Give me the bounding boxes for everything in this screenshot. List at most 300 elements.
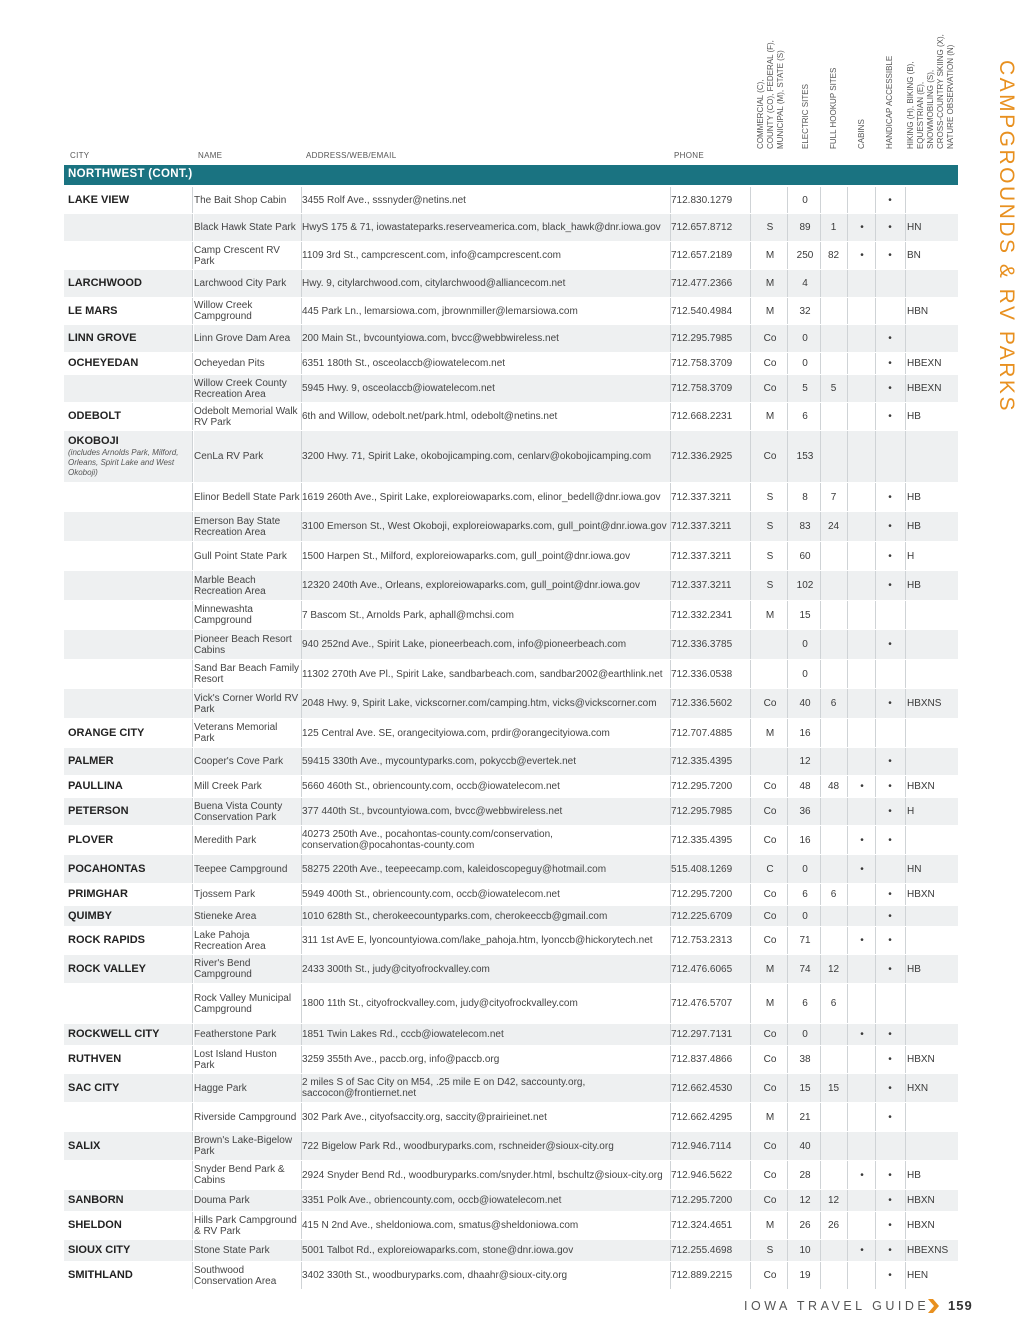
column-divider [875,353,876,374]
column-divider [875,1103,876,1131]
column-divider [847,601,848,629]
row-activities [907,1132,958,1160]
table-row [64,512,958,541]
column-divider [301,1161,302,1189]
column-divider [847,571,848,600]
header-phone: PHONE [674,151,704,160]
column-divider [905,512,906,541]
column-divider [787,1262,788,1289]
column-divider [192,826,193,854]
column-divider [875,187,876,213]
column-divider [905,826,906,854]
row-full-hookup-sites: 26 [827,1220,840,1231]
column-divider [192,855,193,883]
column-divider [670,512,671,541]
row-ownership [754,748,786,775]
column-divider [847,483,848,511]
row-handicap [876,719,904,747]
header-electric [801,84,813,158]
row-address: 200 Main St., bvcountyiowa.com, bvcc@webbwireless.net [302,333,559,344]
column-divider [787,748,788,775]
row-full-hookup-sites: 6 [830,698,837,709]
column-divider [847,214,848,241]
column-divider [750,1132,751,1160]
row-electric-sites: 0 [802,333,808,344]
header-city: CITY [70,151,90,160]
row-full-hookup-sites [820,927,847,954]
column-divider [192,512,193,541]
row-activities: HN [907,222,922,233]
row-ownership: Co [763,698,777,709]
row-city [68,242,192,269]
row-address: 5949 400th St., obriencounty.com, occb@iowatelecom.net [302,889,560,900]
table-row [64,955,958,983]
column-divider [905,375,906,402]
column-divider [875,719,876,747]
row-cabins [848,1046,876,1073]
row-address: 445 Park Ln., lemarsiowa.com, jbrownmiller@lemarsiowa.com [302,305,578,317]
row-handicap: • [888,1029,892,1040]
column-divider [192,884,193,905]
row-ownership: C [766,863,774,875]
row-address: 40273 250th Ave., pocahontas-county.com/conservation, conservation@pocahontas-county.com [302,829,553,851]
row-city [68,798,192,825]
row-ownership: Co [763,781,777,792]
column-divider [905,719,906,747]
column-divider [192,214,193,241]
row-electric-sites: 10 [799,1245,811,1256]
row-ownership: Co [763,1140,777,1152]
column-divider [670,660,671,688]
row-city-name: QUIMBY [68,909,112,922]
column-divider [192,353,193,374]
column-divider [192,1262,193,1289]
row-ownership: Co [763,1169,777,1181]
column-divider [905,984,906,1023]
row-activities: HBEXNS [907,1245,949,1256]
row-activities: H [907,806,915,817]
row-phone: 712.707.4885 [671,727,733,739]
table-row [64,630,958,659]
row-full-hookup-sites [820,1103,847,1131]
column-divider [192,984,193,1023]
column-divider [192,325,193,352]
column-divider [820,298,821,324]
column-divider [301,855,302,883]
column-divider [192,571,193,600]
column-divider [847,855,848,883]
column-divider [192,1240,193,1261]
column-divider [820,855,821,883]
row-city-name: SHELDON [68,1219,122,1231]
column-divider [192,483,193,511]
row-city [68,431,192,482]
column-divider [875,1262,876,1289]
row-address: 7 Bascom St., Arnolds Park, aphall@mchsi.com [302,609,514,621]
row-city [68,1161,192,1189]
column-divider [670,630,671,659]
row-name: Featherstone Park [193,1024,300,1045]
column-divider [750,512,751,541]
row-cabins [848,601,876,629]
column-divider [750,571,751,600]
row-ownership: Co [763,1054,777,1065]
row-handicap: • [888,580,892,591]
column-divider [847,1212,848,1239]
row-cabins [848,512,876,541]
row-city-name: PETERSON [68,805,129,817]
row-electric-sites: 4 [802,278,808,289]
header-electric-text: ELECTRIC SITES [801,84,810,149]
row-address: 722 Bigelow Park Rd., woodburyparks.com, rschneider@sioux-city.org [302,1140,614,1152]
row-electric-sites: 5 [802,383,808,394]
row-electric-sites: 12 [799,1195,811,1206]
row-city [68,1074,192,1102]
column-divider [670,403,671,430]
row-name: Meredith Park [193,826,300,854]
table-row [64,1212,958,1239]
row-phone: 712.830.1279 [671,194,733,206]
column-divider [301,353,302,374]
row-full-hookup-sites [820,353,847,374]
column-divider [905,884,906,905]
row-electric-sites: 38 [799,1054,811,1065]
row-full-hookup-sites [820,748,847,775]
row-address: Hwy. 9, citylarchwood.com, citylarchwood@alliancecom.net [302,278,566,289]
column-divider [301,1212,302,1239]
row-electric-sites: 36 [799,806,811,817]
row-city [68,187,192,213]
column-divider [670,601,671,629]
row-city-name: ROCKWELL CITY [68,1028,160,1040]
row-city [68,748,192,775]
row-name: River's Bend Campground [193,955,300,983]
row-name: The Bait Shop Cabin [193,187,300,213]
row-phone: 712.336.3785 [671,639,733,650]
row-city-name: ORANGE CITY [68,726,145,739]
column-divider [192,660,193,688]
row-ownership: Co [763,1195,777,1206]
row-address: 12320 240th Ave., Orleans, exploreiowaparks.com, gull_point@dnr.iowa.gov [302,580,640,591]
column-divider [875,955,876,983]
column-divider [847,906,848,926]
row-ownership: M [765,278,775,289]
column-divider [301,431,302,482]
row-cabins [848,353,876,374]
row-address: 940 252nd Ave., Spirit Lake, pioneerbeach.com, info@pioneerbeach.com [302,639,627,650]
row-address: 5945 Hwy. 9, osceolaccb@iowatelecom.net [302,383,495,394]
row-city [68,1024,192,1045]
column-divider [670,689,671,718]
row-city [68,1262,192,1289]
column-divider [905,325,906,352]
row-activities [907,1103,958,1131]
row-ownership [754,630,786,659]
row-activities: HB [907,491,921,503]
row-handicap: • [888,698,892,709]
row-activities [907,748,958,775]
row-electric-sites: 0 [802,1029,808,1040]
column-divider [905,353,906,374]
row-activities: HBXN [907,1195,935,1206]
row-activities [907,601,958,629]
row-cabins: • [860,834,864,846]
row-address: 5001 Talbot Rd., exploreiowaparks.com, stone@dnr.iowa.gov [302,1245,574,1256]
column-divider [847,748,848,775]
column-divider [750,1074,751,1102]
row-city [68,884,192,905]
header-activities-line-2: EQUESTRIAN (E), [916,81,925,149]
column-divider [905,1212,906,1239]
column-divider [787,776,788,797]
row-phone: 712.758.3709 [671,358,733,369]
region-title: NORTHWEST (CONT.) [68,168,193,180]
column-divider [301,512,302,541]
footer-guide-label: IOWA TRAVEL GUIDE [744,1299,930,1313]
row-name: Stone State Park [193,1240,300,1261]
row-address: 5660 460th St., obriencounty.com, occb@iowatelecom.net [302,781,560,792]
row-full-hookup-sites [820,1132,847,1160]
column-divider [820,1046,821,1073]
column-divider [820,483,821,511]
column-divider [847,1262,848,1289]
row-city [68,270,192,297]
column-divider [905,571,906,600]
column-divider [301,403,302,430]
row-name: Riverside Campground [193,1103,300,1131]
column-divider [750,1240,751,1261]
row-cabins [848,689,876,718]
row-handicap: • [888,781,892,792]
column-divider [847,1161,848,1189]
row-address: 11302 270th Ave Pl., Spirit Lake, sandbarbeach.com, sandbar2002@earthlink.net [302,668,663,680]
column-divider [192,955,193,983]
table-row [64,798,958,825]
row-activities [907,719,958,747]
column-divider [905,483,906,511]
row-city-name: OKOBOJI [68,435,119,447]
column-divider [192,748,193,775]
column-divider [847,403,848,430]
column-divider [787,955,788,983]
row-phone: 712.297.7131 [671,1029,733,1040]
table-row [64,1074,958,1102]
row-name: Black Hawk State Park [193,214,300,241]
row-address: 2 miles S of Sac City on M54, .25 mile E on D42, saccounty.org, saccocon@frontiernet.net [302,1077,586,1099]
column-divider [905,855,906,883]
row-phone: 712.758.3709 [671,383,733,394]
column-divider [875,1132,876,1160]
column-divider [875,1240,876,1261]
row-cabins [848,1103,876,1131]
column-divider [787,403,788,430]
row-phone: 712.295.7200 [671,889,733,900]
row-address: 1851 Twin Lakes Rd., cccb@iowatelecom.net [302,1029,504,1040]
row-electric-sites: 0 [802,358,808,369]
row-activities: HBXNS [907,698,942,709]
row-address: 1500 Harpen St., Milford, exploreiowaparks.com, gull_point@dnr.iowa.gov [302,550,631,562]
column-divider [875,689,876,718]
column-divider [670,298,671,324]
row-address: 3259 355th Ave., paccb.org, info@paccb.org [302,1054,500,1065]
table-row [64,270,958,297]
row-city [68,689,192,718]
column-divider [847,1103,848,1131]
row-city [68,1132,192,1160]
row-name: Snyder Bend Park & Cabins [193,1161,300,1189]
column-divider [301,955,302,983]
row-activities: HB [907,521,921,532]
column-divider [670,855,671,883]
row-handicap [876,298,904,324]
column-divider [820,984,821,1023]
row-name: Buena Vista County Conservation Park [193,798,300,825]
column-divider [301,187,302,213]
row-ownership: S [766,491,774,503]
row-city-name: LAKE VIEW [68,193,130,206]
row-cabins [848,187,876,213]
row-electric-sites: 153 [796,451,814,462]
column-divider [750,826,751,854]
row-ownership: Co [763,834,777,846]
row-activities: HN [907,863,922,875]
row-ownership: Co [763,806,777,817]
column-divider [301,542,302,570]
row-address: 3402 330th St., woodburyparks.com, dhaahr@sioux-city.org [302,1270,568,1281]
row-city [68,298,192,324]
row-cabins: • [860,222,864,233]
column-divider [750,431,751,482]
table-row [64,1161,958,1189]
column-divider [787,542,788,570]
section-side-title: CAMPGROUNDS & RV PARKS [995,60,1018,413]
row-electric-sites: 250 [796,250,814,261]
column-divider [670,571,671,600]
column-divider [905,1046,906,1073]
row-handicap: • [888,550,892,562]
table-row [64,1240,958,1261]
row-electric-sites: 0 [802,863,808,875]
row-full-hookup-sites: 48 [827,781,840,792]
row-phone: 712.668.2231 [671,411,733,422]
row-phone: 712.295.7985 [671,806,733,817]
column-divider [905,776,906,797]
row-phone: 712.889.2215 [671,1270,733,1281]
row-electric-sites: 40 [799,1140,811,1152]
column-divider [905,270,906,297]
row-name: Minnewashta Campground [193,601,300,629]
row-full-hookup-sites: 6 [830,998,837,1009]
row-handicap: • [888,1195,892,1206]
column-divider [192,630,193,659]
row-electric-sites: 16 [799,727,811,739]
row-ownership: Co [763,1270,777,1281]
row-name: Elinor Bedell State Park [193,483,300,511]
column-divider [820,403,821,430]
row-cabins [848,483,876,511]
row-ownership: M [765,1220,775,1231]
row-activities [907,660,958,688]
row-city-name: ODEBOLT [68,410,121,422]
row-electric-sites: 6 [802,889,808,900]
row-handicap: • [888,1111,892,1123]
row-handicap: • [888,756,892,767]
row-handicap: • [888,1054,892,1065]
header-name: NAME [198,151,223,160]
row-name: Lost Island Huston Park [193,1046,300,1073]
column-divider [192,431,193,482]
row-handicap: • [888,411,892,422]
row-handicap: • [888,889,892,900]
column-divider [670,1103,671,1131]
table-row [64,1046,958,1073]
column-divider [301,630,302,659]
column-divider [750,1103,751,1131]
column-divider [820,955,821,983]
row-handicap [876,660,904,688]
table-row [64,214,958,241]
row-name: Camp Crescent RV Park [193,242,300,269]
row-city [68,325,192,352]
column-divider [875,884,876,905]
row-full-hookup-sites [820,660,847,688]
row-name: Tjossem Park [193,884,300,905]
column-divider [670,1212,671,1239]
row-handicap: • [888,222,892,233]
column-divider [820,270,821,297]
row-cabins: • [860,935,864,946]
column-divider [787,353,788,374]
row-activities [907,927,958,954]
table-row [64,826,958,854]
table-row [64,776,958,797]
row-ownership: S [766,580,774,591]
column-divider [670,984,671,1023]
row-name: Willow Creek Campground [193,298,300,324]
row-handicap [876,984,904,1023]
row-full-hookup-sites: 15 [827,1082,840,1094]
row-activities: HBXN [907,889,935,900]
row-ownership: S [766,1245,774,1256]
column-divider [192,906,193,926]
table-row [64,542,958,570]
column-divider [847,719,848,747]
column-divider [847,542,848,570]
row-city [68,571,192,600]
row-ownership [754,660,786,688]
column-divider [670,1161,671,1189]
row-cabins [848,1132,876,1160]
column-divider [875,403,876,430]
column-divider [787,1132,788,1160]
column-divider [905,927,906,954]
chevron-right-icon [928,1299,939,1313]
row-handicap: • [888,1245,892,1256]
table-row [64,1024,958,1045]
table-row [64,927,958,954]
row-ownership: M [765,250,775,261]
column-divider [847,431,848,482]
column-divider [750,984,751,1023]
row-address: HwyS 175 & 71, iowastateparks.reserveamerica.com, black_hawk@dnr.iowa.gov [302,222,661,233]
row-ownership: M [765,1111,775,1123]
table-row [64,984,958,1023]
row-ownership: S [766,550,774,562]
row-activities: HB [907,963,921,975]
row-cabins [848,660,876,688]
column-divider [301,1190,302,1211]
row-cabins [848,542,876,570]
